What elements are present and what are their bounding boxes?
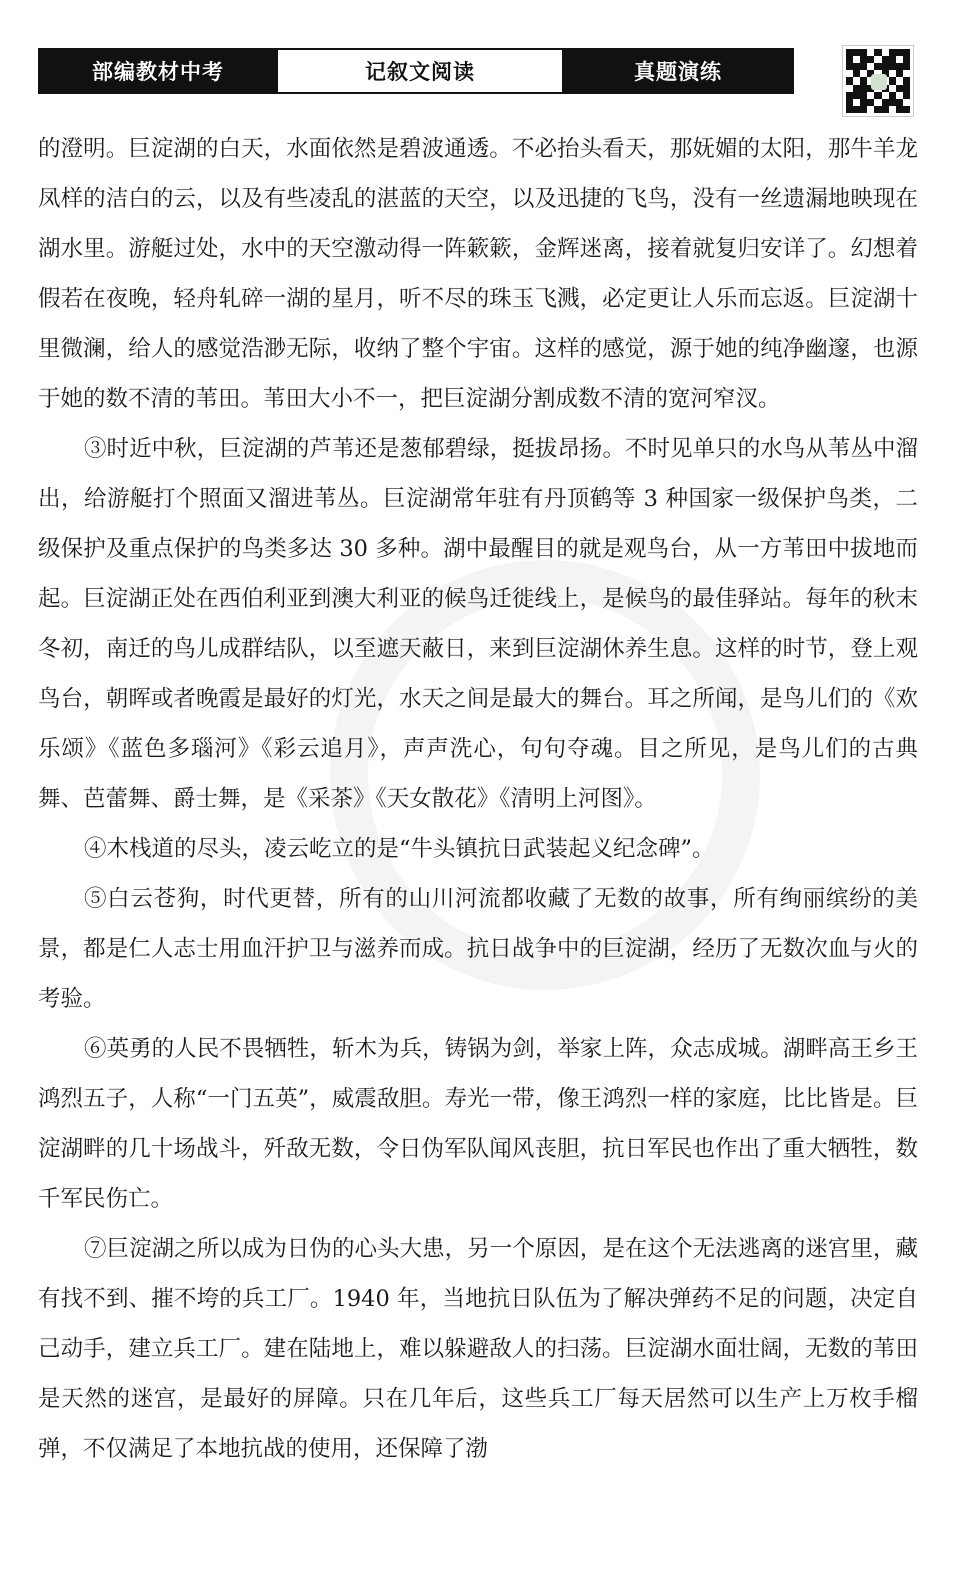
paragraph-5: ⑤白云苍狗，时代更替，所有的山川河流都收藏了无数的故事，所有绚丽缤纷的美景，都是仁人志士用血汗护卫与滋养而成。抗日战争中的巨淀湖，经历了无数次血与火的考验。 — [38, 886, 918, 1012]
header-topic-label: 记叙文阅读 — [276, 50, 564, 92]
qr-logo-icon — [871, 74, 887, 90]
paragraph-4: ④木栈道的尽头，凌云屹立的是“牛头镇抗日武装起义纪念碑”。 — [84, 836, 715, 862]
qr-code-icon[interactable] — [842, 45, 914, 117]
paragraph-7: ⑦巨淀湖之所以成为日伪的心头大患，另一个原因，是在这个无法逃离的迷宫里，藏有找不到、摧不垮的兵工厂。1940 年，当地抗日队伍为了解决弹药不足的问题，决定自己动手，建立兵工厂。建在陆地上，难以躲避敌人的扫荡。巨淀湖水面壮阔，无数的苇田是天然的迷宫，是最好的屏障。只在几年后，这些兵工厂每天居然可以生产上万枚手榴弹，不仅满足了本地抗战的使用，还保障了渤 — [38, 1236, 918, 1462]
header-series-label: 部编教材中考 — [40, 50, 276, 92]
header-bar — [38, 48, 794, 94]
article-body — [38, 124, 918, 1474]
paragraph-continued: 的澄明。巨淀湖的白天，水面依然是碧波通透。不必抬头看天，那妩媚的太阳，那牛羊龙凤样的洁白的云，以及有些凌乱的湛蓝的天空，以及迅捷的飞鸟，没有一丝遗漏地映现在湖水里。游艇过处，水中的天空激动得一阵簌簌，金辉迷离，接着就复归安详了。幻想着假若在夜晚，轻舟轧碎一湖的星月，听不尽的珠玉飞溅，必定更让人乐而忘返。巨淀湖十里微澜，给人的感觉浩渺无际，收纳了整个宇宙。这样的感觉，源于她的纯净幽邃，也源于她的数不清的苇田。苇田大小不一，把巨淀湖分割成数不清的宽河窄汊。 — [38, 136, 918, 412]
header-section-label: 真题演练 — [564, 50, 792, 92]
paragraph-6: ⑥英勇的人民不畏牺牲，斩木为兵，铸锅为剑，举家上阵，众志成城。湖畔高王乡王鸿烈五子，人称“一门五英”，威震敌胆。寿光一带，像王鸿烈一样的家庭，比比皆是。巨淀湖畔的几十场战斗，歼敌无数，令日伪军队闻风丧胆，抗日军民也作出了重大牺牲，数千军民伤亡。 — [38, 1036, 918, 1212]
paragraph-3: ③时近中秋，巨淀湖的芦苇还是葱郁碧绿，挺拔昂扬。不时见单只的水鸟从苇丛中溜出，给游艇打个照面又溜进苇丛。巨淀湖常年驻有丹顶鹤等 3 种国家一级保护鸟类，二级保护及重点保护的鸟类多达 30 多种。湖中最醒目的就是观鸟台，从一方苇田中拔地而起。巨淀湖正处在西伯利亚到澳大利亚的候鸟迁徙线上，是候鸟的最佳驿站。每年的秋末冬初，南迁的鸟儿成群结队，以至遮天蔽日，来到巨淀湖休养生息。这样的时节，登上观鸟台，朝晖或者晚霞是最好的灯光，水天之间是最大的舞台。耳之所闻，是鸟儿们的《欢乐颂》《蓝色多瑙河》《彩云追月》，声声洗心，句句夺魂。目之所见，是鸟儿们的古典舞、芭蕾舞、爵士舞，是《采茶》《天女散花》《清明上河图》。 — [38, 436, 918, 812]
